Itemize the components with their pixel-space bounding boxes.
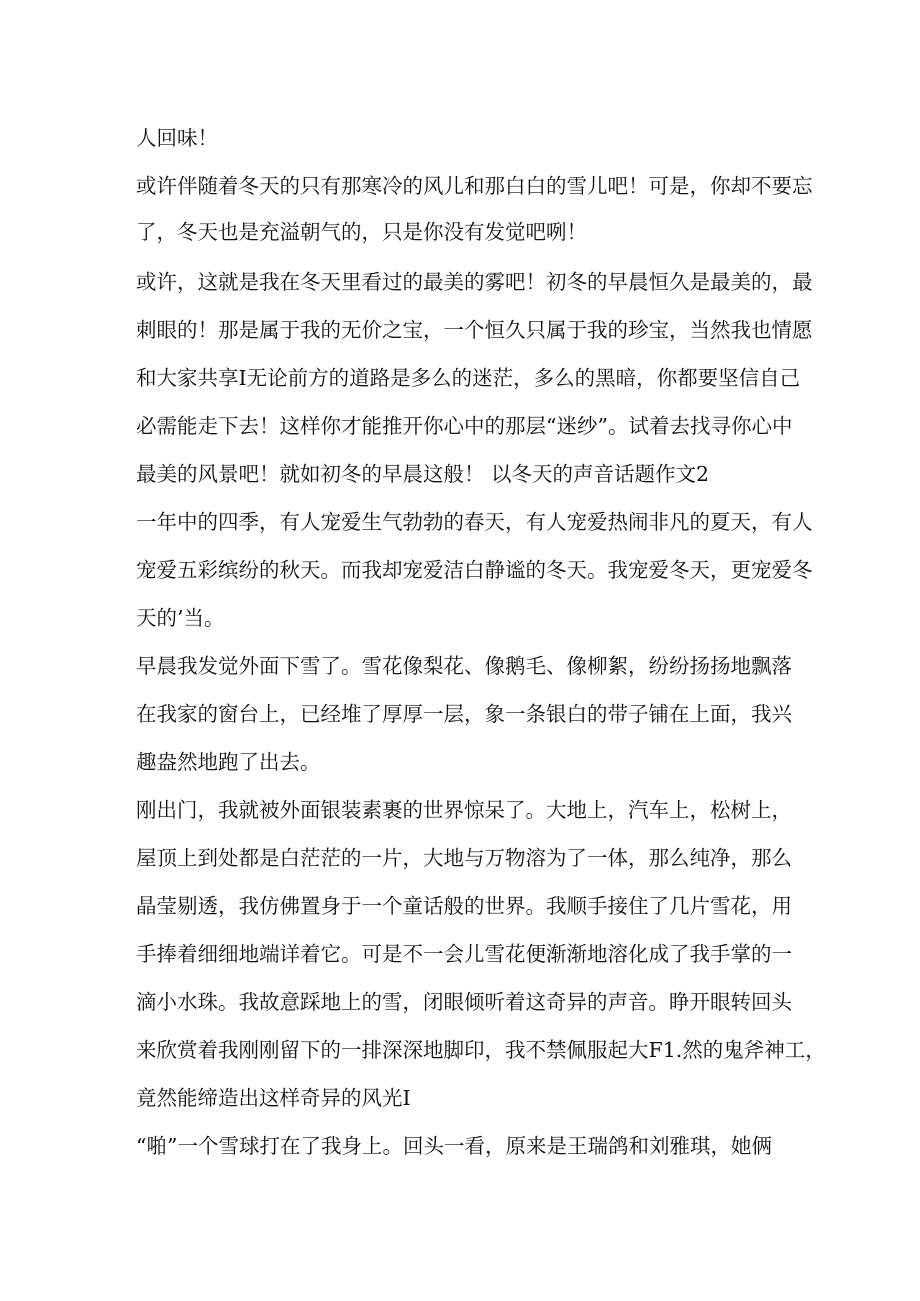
text-line: 最美的风景吧！就如初冬的早晨这般！ 以冬天的声音话题作文2 [136,462,710,486]
text-line: 一年中的四季，有人宠爱生气勃勃的春天，有人宠爱热闹非凡的夏天，有人 [136,510,813,534]
text-line: 早晨我发觉外面下雪了。雪花像梨花、像鹅毛、像柳絮，纷纷扬扬地飘落 [136,654,792,678]
text-line: 天的’当。 [136,606,225,630]
text-line: 滴小水珠。我故意踩地上的雪，闭眼倾听着这奇异的声音。睁开眼转回头 [136,990,792,1014]
text-line: 刚出门，我就被外面银装素裹的世界惊呆了。大地上，汽车上，松树上， [136,798,792,822]
text-line: 或许伴随着冬天的只有那寒冷的风儿和那白白的雪儿吧！可是，你却不要忘 [136,174,813,198]
text-line: “啪”一个雪球打在了我身上。回头一看，原来是王瑞鸽和刘雅琪，她俩 [136,1134,772,1158]
text-line: 在我家的窗台上，已经堆了厚厚一层，象一条银白的带子铺在上面，我兴 [136,702,792,726]
text-line: 刺眼的！那是属于我的无价之宝，一个恒久只属于我的珍宝，当然我也情愿 [136,318,813,342]
text-line: 来欣赏着我刚刚留下的一排深深地脚印，我不禁佩服起大F1.然的鬼斧神工， [136,1038,826,1062]
text-line: 或许，这就是我在冬天里看过的最美的雾吧！初冬的早晨恒久是最美的，最 [136,270,813,294]
text-line: 手捧着细细地端详着它。可是不一会儿雪花便渐渐地溶化成了我手掌的一 [136,942,792,966]
text-line: 宠爱五彩缤纷的秋天。而我却宠爱洁白静谧的冬天。我宠爱冬天，更宠爱冬 [136,558,813,582]
text-line: 人回味！ [136,126,218,150]
text-line: 必需能走下去！这样你才能推开你心中的那层“迷纱”。试着去找寻你心中 [136,414,793,438]
text-line: 了，冬天也是充溢朝气的，只是你没有发觉吧咧！ [136,220,587,244]
text-line: 屋顶上到处都是白茫茫的一片，大地与万物溶为了一体，那么纯净，那么 [136,846,792,870]
text-line: 竟然能缔造出这样奇异的风光I [136,1086,411,1110]
text-line: 和大家共享I无论前方的道路是多么的迷茫，多么的黑暗，你都要坚信自己 [136,366,801,390]
text-line: 晶莹剔透，我仿佛置身于一个童话般的世界。我顺手接住了几片雪花，用 [136,894,792,918]
text-line: 趣盎然地跑了出去。 [136,750,321,774]
